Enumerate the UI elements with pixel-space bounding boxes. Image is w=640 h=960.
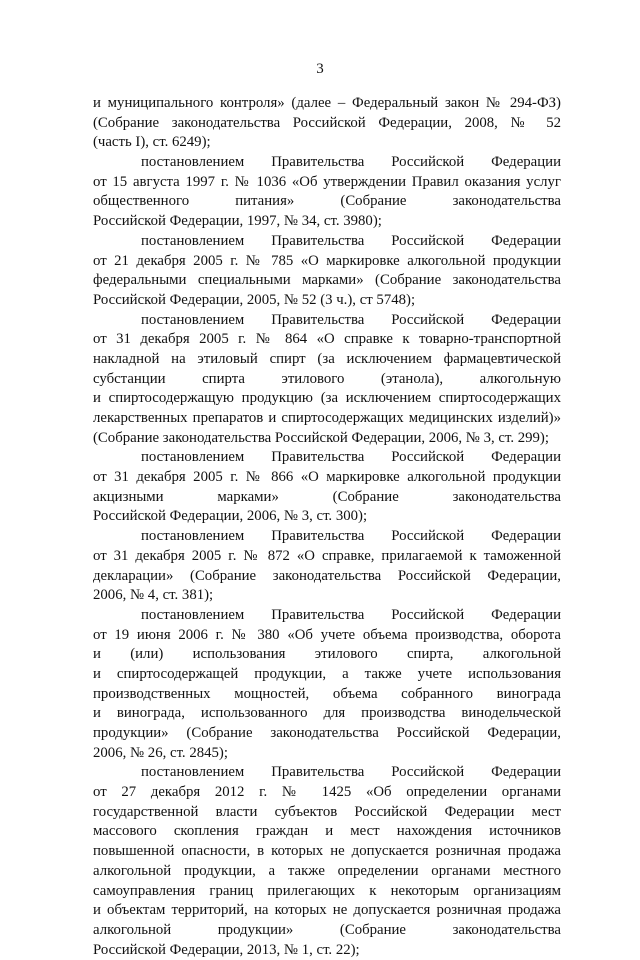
text-line: продукции» (Собрание законодательства Российской Федерации, xyxy=(93,725,561,741)
text-line: самоуправления границ прилегающих к некоторым организациям xyxy=(93,882,561,899)
text-line: постановлением Правительства Российской Федерации xyxy=(141,606,561,623)
text-line: лекарственных препаратов и спиртосодержащих медицинских изделий)» xyxy=(93,410,561,426)
text-line: и объектам территорий, на которых не допускается розничная продажа xyxy=(93,902,561,919)
text-line: общественного питания» (Собрание законодательства xyxy=(93,193,561,210)
text-line: и спиртосодержащей продукции, а также учете использования xyxy=(93,665,561,682)
text-line: акцизными марками» (Собрание законодательства xyxy=(93,488,561,505)
text-line: (Собрание законодательства Российской Федерации, 2006, № 3, ст. 299); xyxy=(93,429,549,446)
text-line: массового скопления граждан и мест нахождения источников xyxy=(93,823,561,840)
text-line: и муниципального контроля» (далее – Федеральный закон № 294-ФЗ) xyxy=(93,95,561,111)
text-line: и винограда, использованного для производства винодельческой xyxy=(93,705,561,722)
text-line: постановлением Правительства Российской Федерации xyxy=(141,764,561,781)
text-line: постановлением Правительства Российской Федерации xyxy=(141,528,561,545)
text-line: постановлением Правительства Российской Федерации xyxy=(141,154,561,171)
text-line: Российской Федерации, 2006, № 3, ст. 300); xyxy=(93,508,368,525)
text-line: постановлением Правительства Российской Федерации xyxy=(141,449,561,466)
document-body xyxy=(93,94,561,960)
text-line: федеральными специальными марками» (Собрание законодательства xyxy=(93,272,561,289)
text-line: Российской Федерации, 1997, № 34, ст. 3980); xyxy=(93,213,382,230)
text-line: постановлением Правительства Российской Федерации xyxy=(141,232,561,249)
text-line: от 31 декабря 2005 г. № 872 «О справке, прилагаемой к таможенной xyxy=(93,547,561,564)
text-line: от 19 июня 2006 г. № 380 «Об учете объема производства, оборота xyxy=(93,626,561,643)
text-line: государственной власти субъектов Российской Федерации мест xyxy=(93,803,561,820)
text-line: декларации» (Собрание законодательства Российской Федерации, xyxy=(93,567,561,584)
text-line: Российской Федерации, 2013, № 1, ст. 22); xyxy=(93,941,360,958)
text-line: (Собрание законодательства Российской Федерации, 2008, № 52 xyxy=(93,114,561,131)
text-line: и (или) использования этилового спирта, алкогольной xyxy=(93,646,561,663)
text-line: алкогольной продукции, а также определении органами местного xyxy=(93,862,561,879)
page-number: 3 xyxy=(316,61,324,77)
text-line: (часть I), ст. 6249); xyxy=(93,134,211,151)
text-line: от 31 декабря 2005 г. № 866 «О маркировке алкогольной продукции xyxy=(93,469,561,486)
text-line: повышенной опасности, в которых не допускается розничная продажа xyxy=(93,843,561,860)
text-line: постановлением Правительства Российской Федерации xyxy=(141,311,561,328)
text-line: 2006, № 4, ст. 381); xyxy=(93,587,214,604)
text-line: от 27 декабря 2012 г. № 1425 «Об определении органами xyxy=(93,784,561,801)
text-line: 2006, № 26, ст. 2845); xyxy=(93,744,228,761)
text-line: алкогольной продукции» (Собрание законодательства xyxy=(93,921,561,938)
text-line: субстанции спирта этилового (этанола), алкогольную xyxy=(93,370,561,387)
text-line: и спиртосодержащую продукцию (за исключением спиртосодержащих xyxy=(93,390,561,407)
text-line: Российской Федерации, 2005, № 52 (3 ч.), ст 5748); xyxy=(93,291,416,308)
text-line: от 15 августа 1997 г. № 1036 «Об утверждении Правил оказания услуг xyxy=(93,173,561,190)
text-line: от 21 декабря 2005 г. № 785 «О маркировке алкогольной продукции xyxy=(93,252,561,269)
text-line: накладной на этиловый спирт (за исключением фармацевтической xyxy=(93,350,561,367)
text-line: от 31 декабря 2005 г. № 864 «О справке к товарно-транспортной xyxy=(93,331,561,348)
text-line: производственных мощностей, объема собранного винограда xyxy=(93,685,561,702)
